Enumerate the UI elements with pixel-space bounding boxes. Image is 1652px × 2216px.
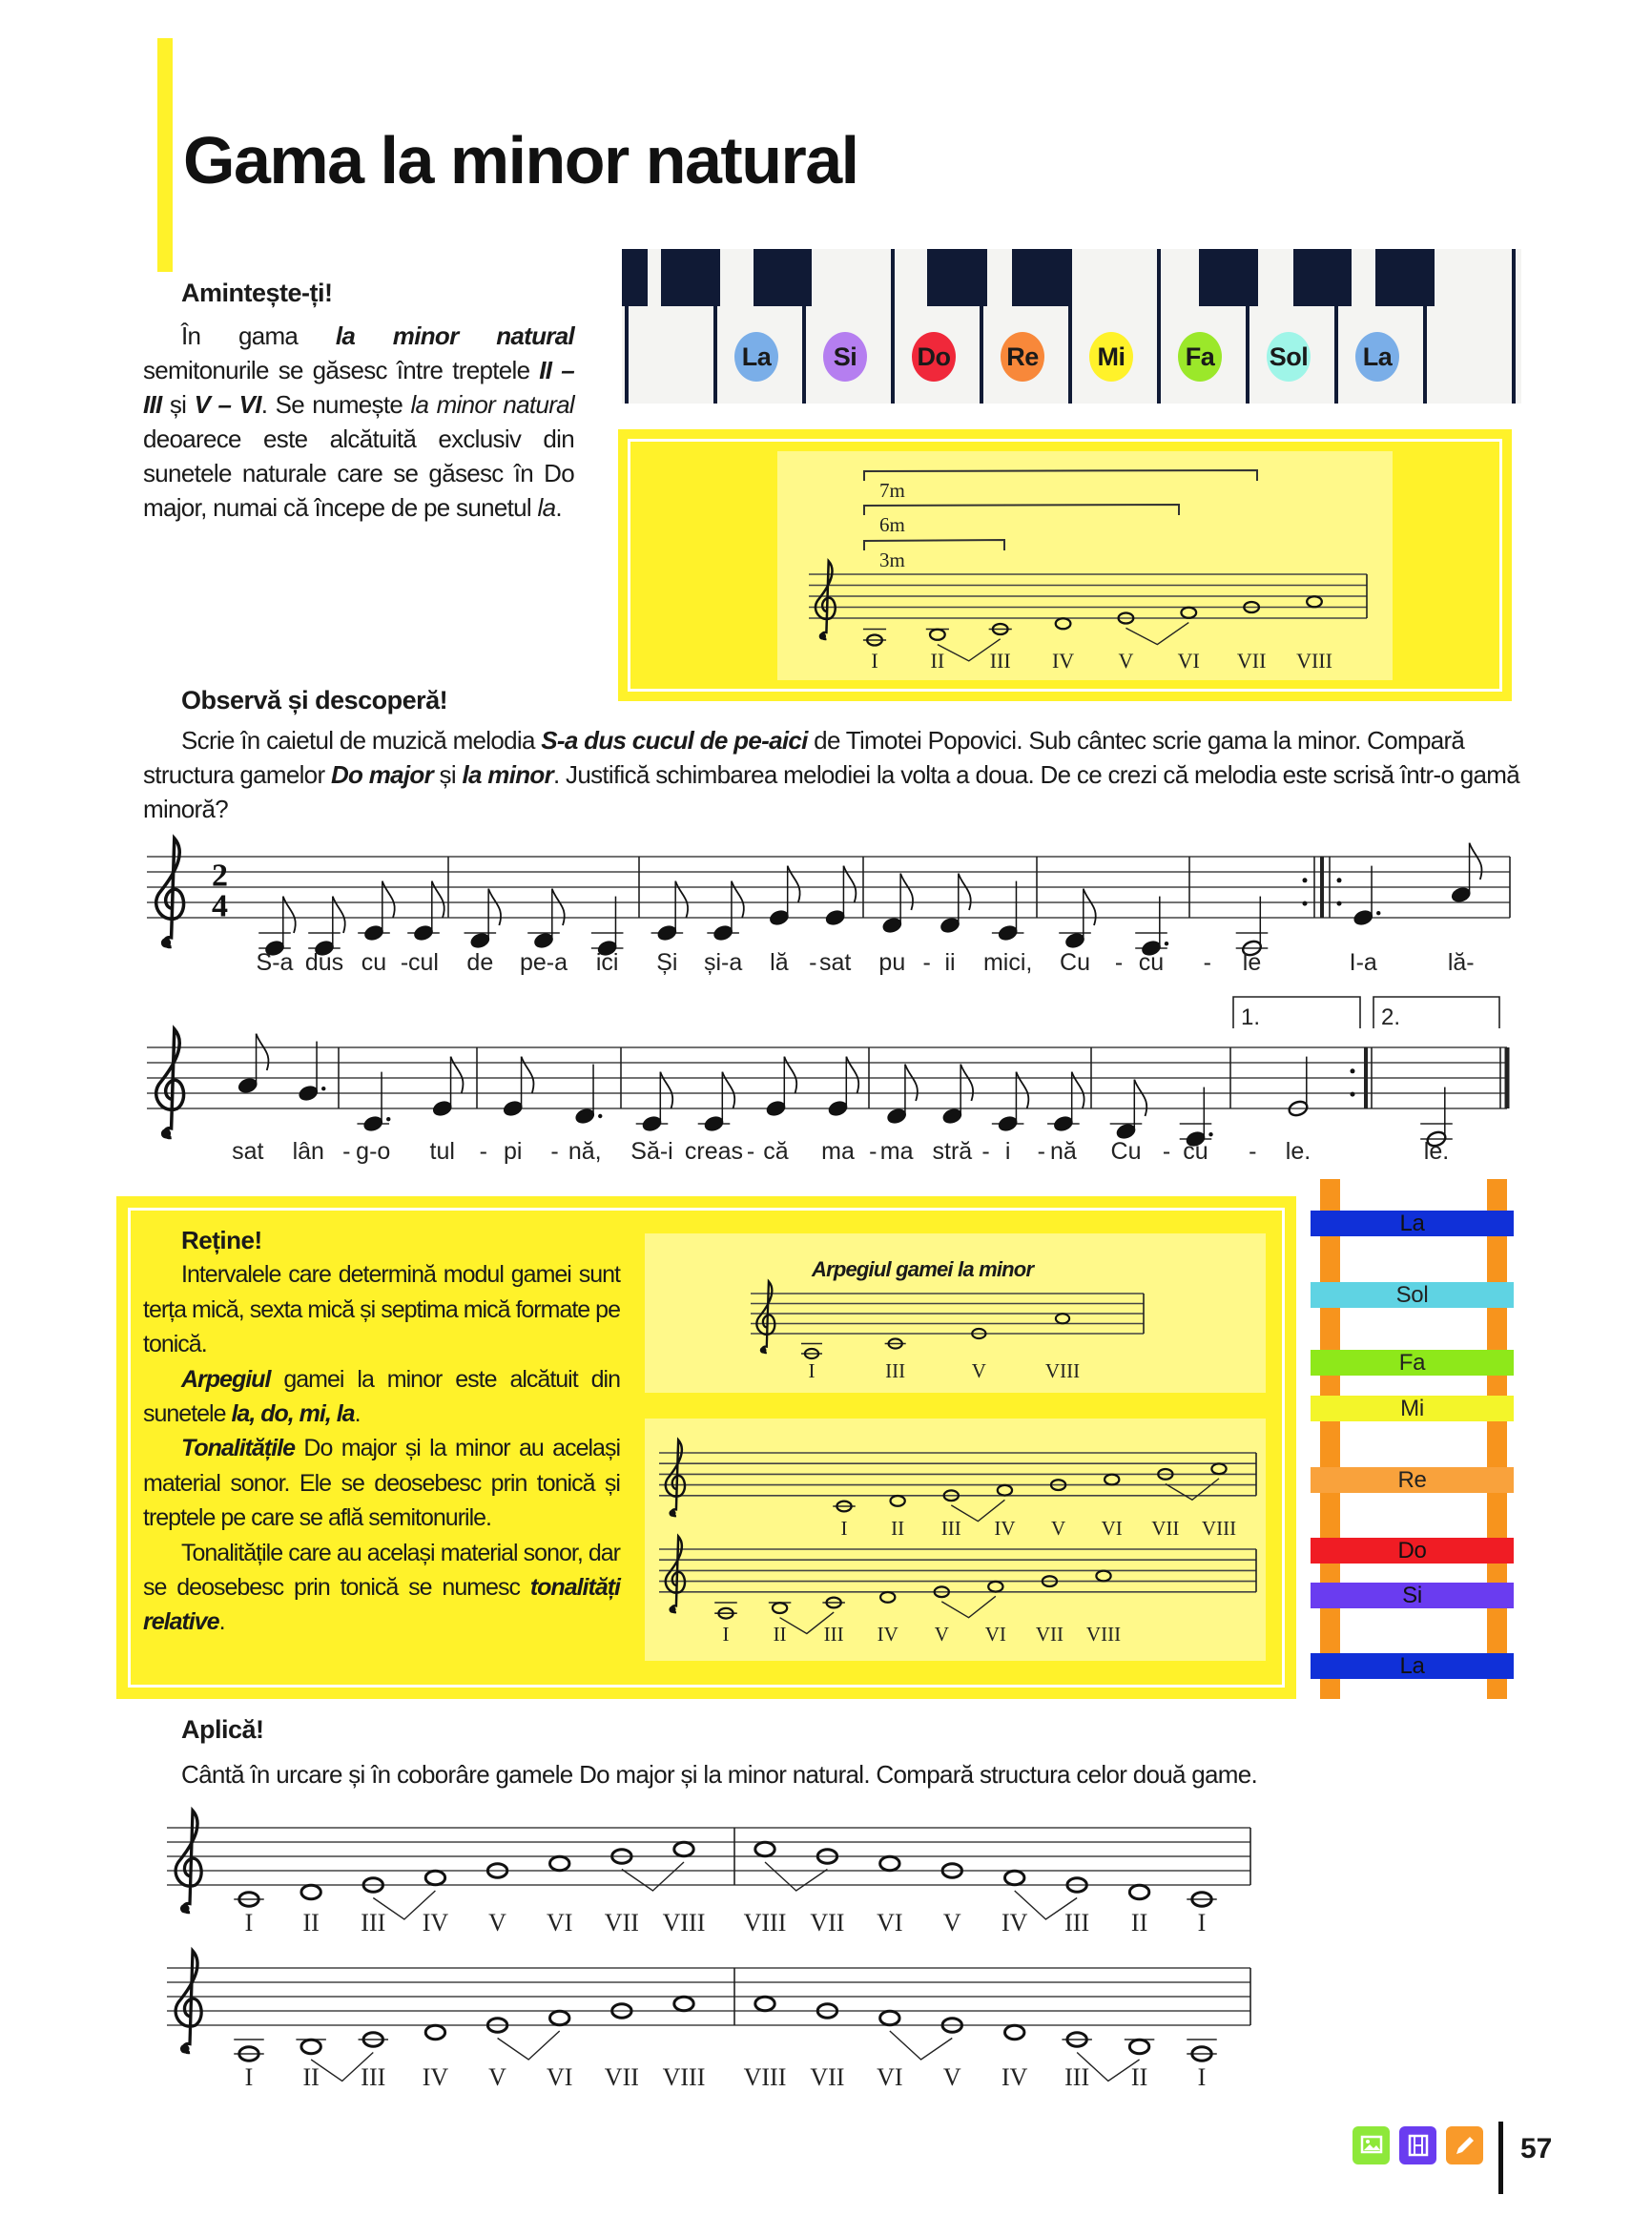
eighth-note	[881, 916, 903, 934]
degree-label: VIII	[662, 2063, 706, 2091]
text-emphasis: Do major	[330, 760, 434, 789]
quarter-note	[298, 1084, 320, 1102]
augmentation-dot	[1208, 1132, 1212, 1136]
note-label-sol[interactable]: Sol	[1267, 332, 1311, 382]
note-label-re[interactable]: Re	[1001, 332, 1044, 382]
degree-label: I	[808, 1359, 816, 1382]
note-flag	[900, 874, 913, 910]
ladder-rung-fa: Fa	[1311, 1350, 1514, 1376]
lyric-syllable: S-a	[256, 949, 294, 976]
treble-clef-icon	[760, 1347, 767, 1354]
note-flag	[905, 1065, 918, 1101]
note-flag	[1084, 889, 1096, 925]
ladder-rung-la: La	[1311, 1211, 1514, 1236]
lyric-hyphen: -	[1249, 1138, 1257, 1165]
lyric-hyphen: -	[1162, 1138, 1171, 1165]
eighth-note	[703, 1114, 725, 1132]
text-emphasis: la minor natural	[335, 321, 574, 350]
note-flag	[552, 889, 565, 925]
text: . Justifică schimbarea melodiei la volta a doua. De ce crezi că melodia este scrisă într-o gamă minoră?	[143, 760, 1519, 823]
degree-label: I	[244, 2063, 254, 2091]
text: .	[555, 493, 562, 522]
lyric-syllable: tul	[429, 1138, 455, 1165]
augmentation-dot	[321, 1087, 325, 1090]
treble-clef-icon	[666, 1440, 685, 1517]
repeat-dot	[1351, 1068, 1355, 1073]
degree-label: II	[1130, 2063, 1148, 2091]
whole-note	[773, 1603, 787, 1613]
degree-label: IV	[994, 1517, 1016, 1540]
degree-label: III	[361, 1909, 386, 1936]
lyric-syllable: sat	[232, 1138, 264, 1165]
augmentation-dot	[598, 1114, 602, 1118]
interval-label-3m: 3m	[879, 549, 905, 571]
treble-clef-icon	[180, 1904, 190, 1914]
lyric-syllable: Să-i	[630, 1138, 673, 1165]
whole-note	[1181, 608, 1196, 618]
semitone-mark	[1125, 623, 1188, 645]
degree-label: VI	[1101, 1517, 1123, 1540]
degree-label: IV	[422, 1909, 449, 1936]
text: Scrie în caietul de muzică melodia	[181, 726, 542, 755]
whole-note	[425, 1871, 444, 1884]
interval-bracket	[864, 470, 1257, 481]
eighth-note	[413, 923, 435, 942]
degree-label: III	[885, 1359, 906, 1382]
quarter-note	[362, 1114, 384, 1132]
lyric-syllable: ici	[595, 949, 619, 976]
quarter-note	[997, 923, 1019, 942]
note-flag	[257, 1034, 269, 1070]
degree-label: III	[1064, 1909, 1090, 1936]
note-label-fa[interactable]: Fa	[1178, 332, 1222, 382]
lyric-hyphen: -	[479, 1138, 487, 1165]
lyric-syllable: cu	[1183, 1138, 1208, 1165]
whole-note	[891, 1496, 905, 1506]
text: .	[218, 1608, 225, 1636]
ladder-rung-sol: Sol	[1311, 1282, 1514, 1308]
text-emphasis: V – VI	[194, 390, 261, 419]
text: . Se numește	[260, 390, 411, 419]
degree-label: VIII	[662, 1909, 706, 1936]
eighth-note	[469, 931, 491, 949]
degree-label: VI	[546, 1909, 573, 1936]
semitone-mark	[890, 2031, 952, 2060]
eighth-note	[827, 1099, 849, 1117]
augmentation-dot	[1376, 911, 1380, 915]
lyric-syllable: lă-	[1447, 949, 1475, 976]
text-emphasis: la, do, mi, la	[231, 1400, 355, 1428]
apply-heading: Aplică!	[181, 1715, 264, 1744]
treble-clef-icon	[161, 938, 171, 947]
degree-label: VI	[1177, 649, 1200, 673]
treble-clef-icon	[666, 1537, 685, 1613]
note-flag	[488, 889, 501, 925]
lyric-syllable: că	[763, 1138, 789, 1165]
degree-label: I	[1197, 1909, 1207, 1936]
eighth-note	[656, 923, 678, 942]
ladder-rung-si: Si	[1311, 1583, 1514, 1608]
degree-label: V	[934, 1623, 949, 1646]
repeat-dot	[1337, 878, 1342, 882]
degree-label: III	[940, 1517, 961, 1540]
treble-clef-icon	[816, 561, 836, 639]
semitone-mark	[498, 2031, 560, 2060]
degree-label: VI	[877, 2063, 903, 2091]
lyric-syllable: pe-a	[519, 949, 568, 976]
eighth-note	[431, 1099, 453, 1117]
lyric-hyphen: -	[1203, 949, 1211, 976]
degree-label: IV	[422, 2063, 449, 2091]
eighth-note	[940, 916, 961, 934]
lyric-hyphen: -	[869, 1138, 878, 1165]
note-label-la[interactable]: La	[734, 332, 778, 382]
eighth-note	[765, 1099, 787, 1117]
lyric-syllable: pu	[878, 949, 906, 976]
ladder-rung-mi: Mi	[1311, 1396, 1514, 1421]
whole-note	[880, 1856, 899, 1870]
volta-number: 2.	[1381, 1004, 1401, 1030]
degree-label: I	[722, 1623, 730, 1646]
whole-note	[1129, 1885, 1148, 1898]
semitone-mark	[1166, 1479, 1219, 1500]
degree-label: VII	[604, 1909, 639, 1936]
eighth-note	[237, 1076, 258, 1094]
treble-clef-icon	[161, 1129, 171, 1138]
lyric-syllable: stră	[932, 1138, 973, 1165]
apply-paragraph: Cântă în urcare și în coborâre gamele Do major și la minor natural. Compară structura celor două game.	[181, 1760, 1258, 1789]
semitone-mark	[941, 1596, 996, 1617]
lyric-hyphen: -	[809, 949, 817, 976]
degree-label: IV	[1001, 2063, 1028, 2091]
degree-label: VII	[1035, 1623, 1064, 1646]
treble-clef-icon	[156, 1029, 184, 1138]
text: și	[161, 390, 195, 419]
interval-bracket	[864, 505, 1179, 515]
treble-clef-icon	[669, 1510, 675, 1517]
semitone-mark	[765, 1862, 827, 1891]
text-emphasis: II – III	[143, 356, 574, 419]
lyric-syllable: pi	[504, 1138, 523, 1165]
note-flag	[1470, 843, 1482, 880]
text: .	[354, 1400, 361, 1428]
text: deoarece este alcătuită exclusiv din sunetele naturale care se găsesc în Do major, numai că începe de pe sunetul	[143, 425, 574, 522]
degree-label: V	[971, 1359, 986, 1382]
whole-note	[998, 1485, 1012, 1496]
lyric-syllable: g-o	[356, 1138, 391, 1165]
whole-note	[1105, 1475, 1119, 1485]
degree-label: V	[488, 2063, 506, 2091]
eighth-note	[533, 931, 555, 949]
eighth-note	[1064, 931, 1086, 949]
degree-label: VIII	[743, 2063, 787, 2091]
note-flag	[1134, 1080, 1146, 1116]
degree-label: V	[1050, 1517, 1066, 1540]
eighth-note	[1450, 885, 1472, 903]
film-icon[interactable]	[1399, 2126, 1436, 2164]
eighth-note	[886, 1107, 908, 1125]
lyric-syllable: le.	[1423, 1138, 1450, 1165]
lyric-hyphen: -	[981, 1138, 990, 1165]
degree-label: VIII	[743, 1909, 787, 1936]
degree-label: I	[1197, 2063, 1207, 2091]
eighth-note	[641, 1114, 663, 1132]
degree-label: VII	[604, 2063, 639, 2091]
degree-label: V	[1118, 649, 1134, 673]
treble-clef-icon	[156, 839, 184, 947]
lyric-syllable: de	[466, 949, 494, 976]
lyric-hyphen: -	[400, 949, 409, 976]
text: și	[433, 760, 463, 789]
note-flag	[959, 874, 971, 910]
lyric-syllable: nă	[1049, 1138, 1077, 1165]
whole-note	[674, 1842, 693, 1855]
degree-label: II	[930, 649, 945, 673]
whole-note	[930, 630, 945, 640]
eighth-note	[997, 1114, 1019, 1132]
degree-label: V	[488, 1909, 506, 1936]
lyric-hyphen: -	[922, 949, 931, 976]
eighth-note	[824, 908, 846, 926]
whole-note	[301, 2040, 320, 2053]
note-label-do[interactable]: Do	[912, 332, 956, 382]
eighth-note	[502, 1099, 524, 1117]
degree-label: II	[1130, 1909, 1148, 1936]
lyric-syllable: I-a	[1349, 949, 1377, 976]
lyric-hyphen: -	[746, 1138, 755, 1165]
text-emphasis: la minor	[462, 760, 553, 789]
degree-label: III	[361, 2063, 386, 2091]
note-label-mi[interactable]: Mi	[1089, 332, 1133, 382]
page-number: 57	[1520, 2133, 1553, 2164]
text: de Timotei Popovici. Sub cântec scrie gama la minor. Compară structura gamelor	[143, 726, 1465, 789]
lyric-hyphen: -	[342, 1138, 351, 1165]
intervals-paragraph: Intervalele care determină modul gamei sunt terța mică, sexta mică și septima mică formate pe tonică.	[143, 1261, 620, 1358]
augmentation-dot	[1165, 942, 1168, 945]
whole-note	[1211, 1463, 1226, 1474]
whole-note	[425, 2025, 444, 2039]
text-italic: la minor natural	[410, 390, 574, 419]
remember-heading: Amintește-ți!	[181, 279, 333, 307]
whole-note	[755, 1997, 774, 2010]
treble-clef-icon	[819, 632, 826, 639]
text: Do major și la minor au același material sonor. Ele se deosebesc prin tonică și treptele pe care se află semitonurile.	[143, 1435, 620, 1532]
text: În gama	[181, 321, 336, 350]
whole-note	[1096, 1571, 1110, 1582]
interval-label-7m: 7m	[879, 479, 905, 502]
degree-label: I	[871, 649, 878, 673]
lyric-syllable: sat	[818, 949, 852, 976]
whole-note	[1056, 1314, 1069, 1323]
degree-label: IV	[1001, 1909, 1028, 1936]
degree-label: IV	[877, 1623, 898, 1646]
text-emphasis: Tonalitățile	[181, 1435, 296, 1462]
page-title: Gama la minor natural	[183, 123, 858, 197]
whole-note	[880, 1592, 895, 1603]
lyric-syllable: lă	[770, 949, 789, 976]
lyric-syllable: lân	[292, 1138, 324, 1165]
degree-label: III	[1064, 2063, 1090, 2091]
treble-clef-icon	[180, 2044, 190, 2054]
ladder-rung-re: Re	[1311, 1467, 1514, 1493]
whole-note	[550, 1856, 569, 1870]
lyric-syllable: creas	[684, 1138, 744, 1165]
eighth-note	[712, 923, 734, 942]
degree-label: VIII	[1201, 1517, 1237, 1540]
treble-clef-icon	[176, 1811, 201, 1913]
lyric-hyphen: -	[1114, 949, 1124, 976]
text: semitonurile se găsesc între treptele	[143, 356, 540, 384]
whole-note	[1005, 2025, 1024, 2039]
lyric-syllable: le	[1242, 949, 1262, 976]
augmentation-dot	[386, 1117, 390, 1121]
lyric-syllable: le.	[1285, 1138, 1311, 1165]
degree-label: III	[823, 1623, 844, 1646]
lyric-syllable: cul	[408, 949, 439, 976]
degree-label: V	[942, 2063, 961, 2091]
degree-label: I	[840, 1517, 848, 1540]
whole-note	[880, 2011, 899, 2024]
whole-note	[1307, 596, 1322, 607]
ladder-rung-do: Do	[1311, 1538, 1514, 1564]
whole-note	[550, 2011, 569, 2024]
time-signature-upper: 2	[212, 858, 228, 894]
degree-label: V	[942, 1909, 961, 1936]
eighth-note	[941, 1107, 963, 1125]
eighth-note	[363, 923, 385, 942]
whole-note	[1056, 618, 1071, 629]
quarter-note	[574, 1107, 596, 1125]
lyric-syllable: mici,	[982, 949, 1033, 976]
treble-clef-icon	[669, 1606, 675, 1613]
note-label-la[interactable]: La	[1355, 332, 1399, 382]
whole-note	[301, 1885, 320, 1898]
remember-box-heading: Reține!	[181, 1226, 262, 1254]
semitone-mark	[622, 1862, 684, 1891]
degree-label: II	[302, 1909, 320, 1936]
degree-label: VII	[1151, 1517, 1180, 1540]
note-flag	[960, 1065, 973, 1101]
lyric-syllable: Cu	[1060, 949, 1090, 976]
degree-label: VI	[877, 1909, 903, 1936]
degree-label: VIII	[1044, 1359, 1081, 1382]
treble-clef-icon	[756, 1281, 774, 1353]
lyric-hyphen: -	[550, 1138, 559, 1165]
observe-heading: Observă și descoperă!	[181, 686, 448, 715]
lyric-syllable: nă,	[568, 1138, 602, 1165]
degree-label: III	[989, 649, 1011, 673]
quarter-note	[1353, 908, 1374, 926]
text: gamei la minor este alcătuit din sunetele	[143, 1365, 620, 1428]
degree-label: II	[302, 2063, 320, 2091]
eighth-note	[769, 908, 791, 926]
degree-label: II	[773, 1623, 787, 1646]
degree-label: VII	[810, 2063, 845, 2091]
whole-note	[1129, 2040, 1148, 2053]
pencil-icon[interactable]	[1446, 2126, 1483, 2164]
interval-label-6m: 6m	[879, 513, 905, 536]
treble-clef-icon	[176, 1951, 201, 2053]
degree-label: VII	[810, 1909, 845, 1936]
whole-note	[755, 1842, 774, 1855]
repeat-dot	[1351, 1092, 1355, 1097]
degree-label: VIII	[1296, 649, 1332, 673]
lyric-syllable: dus	[304, 949, 344, 976]
degree-label: I	[244, 1909, 254, 1936]
degree-label: VI	[984, 1623, 1006, 1646]
lyric-syllable: și-a	[703, 949, 743, 976]
text-italic: la	[537, 493, 556, 522]
text: Tonalitățile care au același material sonor, dar se deosebesc prin tonică se numesc	[143, 1539, 620, 1602]
text-emphasis: tonalități relative	[143, 1574, 620, 1636]
degree-label: VII	[1236, 649, 1267, 673]
page-divider	[1498, 2122, 1503, 2194]
degree-label: IV	[1051, 649, 1075, 673]
time-signature-lower: 4	[212, 888, 228, 924]
lyric-hyphen: -	[1037, 1138, 1045, 1165]
note-label-si[interactable]: Si	[823, 332, 867, 382]
ladder-rung-la: La	[1311, 1653, 1514, 1679]
lyric-syllable: cu	[1138, 949, 1165, 976]
degree-label: II	[891, 1517, 905, 1540]
lyric-syllable: Și	[656, 949, 678, 976]
repeat-dot	[1303, 901, 1308, 906]
degree-label: VI	[546, 2063, 573, 2091]
song-title: S-a dus cucul de pe-aici	[541, 726, 808, 755]
eighth-note	[1053, 1114, 1075, 1132]
repeat-dot	[1337, 901, 1342, 906]
lyric-syllable: cu	[361, 949, 387, 976]
image-icon[interactable]	[1353, 2126, 1390, 2164]
whole-note	[988, 1582, 1002, 1592]
lyric-syllable: ma	[879, 1138, 914, 1165]
lyric-syllable: i	[1004, 1138, 1011, 1165]
degree-label: VIII	[1085, 1623, 1122, 1646]
whole-note	[1005, 1871, 1024, 1884]
whole-note	[674, 1997, 693, 2010]
arpeggio-title: Arpegiul gamei la minor	[812, 1257, 1034, 1281]
repeat-dot	[1303, 878, 1308, 882]
lyric-syllable: ii	[944, 949, 956, 976]
text-emphasis: Arpegiul	[181, 1365, 271, 1393]
lyric-syllable: ma	[821, 1138, 855, 1165]
lyric-syllable: Cu	[1110, 1138, 1142, 1165]
volta-number: 1.	[1241, 1004, 1261, 1030]
